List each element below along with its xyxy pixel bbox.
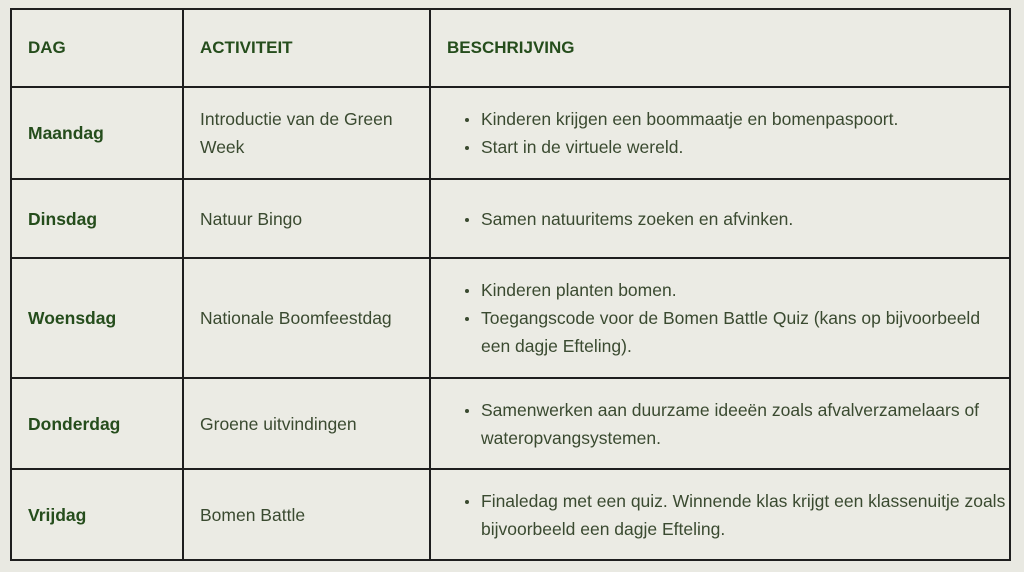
description-cell — [430, 469, 1010, 560]
header-description: BESCHRIJVING — [430, 9, 1010, 87]
day-cell: Vrijdag — [11, 469, 183, 560]
day-cell: Dinsdag — [11, 179, 183, 258]
description-list — [465, 105, 1009, 161]
description-list — [465, 396, 1009, 452]
activity-cell: Nationale Boomfeestdag — [183, 258, 430, 378]
description-cell — [430, 258, 1010, 378]
list-item: Finaledag met een quiz. Winnende klas krijgt een klassenuitje zoals bijvoorbeeld een dagje Efteling. — [465, 487, 1009, 543]
list-item: Samen natuuritems zoeken en afvinken. — [465, 205, 1009, 233]
description-list — [465, 276, 1009, 360]
green-week-schedule-table — [10, 8, 1011, 561]
description-list — [465, 205, 1009, 233]
table-row — [11, 179, 1010, 258]
list-item: Samenwerken aan duurzame ideeën zoals afvalverzamelaars of wateropvangsystemen. — [465, 396, 1009, 452]
header-activity: ACTIVITEIT — [183, 9, 430, 87]
header-day: DAG — [11, 9, 183, 87]
list-item: Kinderen krijgen een boommaatje en bomenpaspoort. — [465, 105, 1009, 133]
activity-cell: Bomen Battle — [183, 469, 430, 560]
day-cell: Maandag — [11, 87, 183, 179]
table-row — [11, 258, 1010, 378]
table-row — [11, 469, 1010, 560]
activity-cell: Natuur Bingo — [183, 179, 430, 258]
activity-cell: Groene uitvindingen — [183, 378, 430, 469]
day-cell: Donderdag — [11, 378, 183, 469]
description-cell — [430, 179, 1010, 258]
schedule-container — [10, 8, 1011, 561]
table-row — [11, 87, 1010, 179]
description-list — [465, 487, 1009, 543]
list-item: Start in de virtuele wereld. — [465, 133, 1009, 161]
activity-cell: Introductie van de Green Week — [183, 87, 430, 179]
description-cell — [430, 378, 1010, 469]
list-item: Kinderen planten bomen. — [465, 276, 1009, 304]
description-cell — [430, 87, 1010, 179]
list-item: Toegangscode voor de Bomen Battle Quiz (kans op bijvoorbeeld een dagje Efteling). — [465, 304, 1009, 360]
header-row — [11, 9, 1010, 87]
table-row — [11, 378, 1010, 469]
day-cell: Woensdag — [11, 258, 183, 378]
